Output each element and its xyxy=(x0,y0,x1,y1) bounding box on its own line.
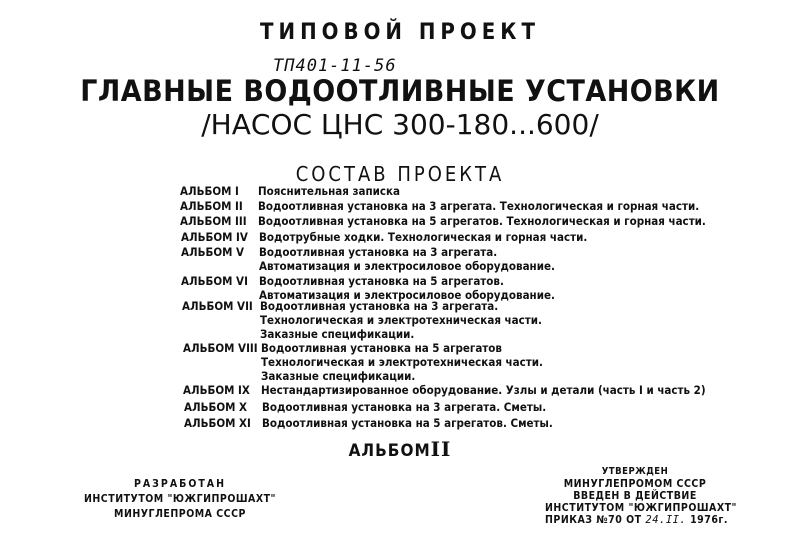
album-number-label: АЛЬБОМ II xyxy=(180,199,243,213)
album-number-label: АЛЬБОМ I xyxy=(180,184,239,198)
enacting-institute: ИНСТИТУТОМ "ЮЖГИПРОШАХТ" xyxy=(545,502,737,514)
album-description: Водоотливная установка на 5 агрегатов. Технологическая и горная части. xyxy=(258,214,706,228)
album-number-label: АЛЬБОМ III xyxy=(180,214,247,228)
album-number-label: АЛЬБОМ VIII xyxy=(183,341,258,355)
album-description: Автоматизация и электросиловое оборудование. xyxy=(259,259,555,273)
album-description: Технологическая и электротехническая части. xyxy=(260,313,542,327)
order-date-handwritten: 24.II. xyxy=(645,514,687,526)
album-description: Нестандартизированное оборудование. Узлы и детали (часть I и часть 2) xyxy=(261,383,706,397)
developer-institute: ИНСТИТУТОМ "ЮЖГИПРОШАХТ" xyxy=(84,493,276,505)
album-number-label: АЛЬБОМ VII xyxy=(182,299,253,313)
developer-ministry: МИНУГЛЕПРОМА СССР xyxy=(114,508,246,520)
project-code: ТП401-11-56 xyxy=(273,56,397,76)
order-line xyxy=(545,514,728,526)
album-number-label: АЛЬБОМ VI xyxy=(181,274,248,288)
project-title: ГЛАВНЫЕ ВОДООТЛИВНЫЕ УСТАНОВКИ xyxy=(80,74,720,108)
document-type-label: ТИПОВОЙ ПРОЕКТ xyxy=(260,20,540,45)
album-word: АЛЬБОМ xyxy=(348,441,431,461)
album-roman-number: II xyxy=(430,437,452,461)
contents-heading: СОСТАВ ПРОЕКТА xyxy=(295,162,505,186)
order-year: 1976г. xyxy=(690,514,728,526)
developer-block xyxy=(80,478,280,520)
order-from-label: ОТ xyxy=(626,514,642,526)
album-description: Водотрубные ходки. Технологическая и горная части. xyxy=(259,230,588,244)
album-description: Водоотливная установка на 5 агрегатов. Сметы. xyxy=(262,416,553,430)
album-description: Водоотливная установка на 3 агрегата. xyxy=(259,245,498,259)
current-album-label xyxy=(0,437,800,461)
project-subtitle: /НАСОС ЦНС 300-180...600/ xyxy=(201,108,599,141)
album-description: Водоотливная установка на 3 агрегата. Сметы. xyxy=(262,400,547,414)
approving-ministry: МИНУГЛЕПРОМОМ СССР xyxy=(563,478,707,490)
album-description: Автоматизация и электросиловое оборудование. xyxy=(259,288,555,302)
album-description: Пояснительная записка xyxy=(258,184,400,198)
album-description: Водоотливная установка на 5 агрегатов xyxy=(261,341,502,355)
enacted-label: ВВЕДЕН В ДЕЙСТВИЕ xyxy=(573,490,697,502)
album-number-label: АЛЬБОМ XI xyxy=(184,416,251,430)
album-description: Заказные спецификации. xyxy=(260,327,415,341)
album-description: Водоотливная установка на 3 агрегата. xyxy=(260,299,499,313)
album-number-label: АЛЬБОМ IX xyxy=(183,383,250,397)
album-description: Заказные спецификации. xyxy=(261,369,416,383)
album-description: Водоотливная установка на 3 агрегата. Технологическая и горная части. xyxy=(258,199,700,213)
album-number-label: АЛЬБОМ V xyxy=(181,245,245,259)
album-description: Технологическая и электротехническая части. xyxy=(261,355,543,369)
developed-by-label: РАЗРАБОТАН xyxy=(133,478,227,490)
album-number-label: АЛЬБОМ IV xyxy=(181,230,248,244)
order-prefix: ПРИКАЗ № xyxy=(545,514,609,526)
approval-block xyxy=(545,466,737,526)
order-number: 70 xyxy=(608,514,623,526)
approved-label: УТВЕРЖДЕН xyxy=(601,466,669,477)
album-number-label: АЛЬБОМ X xyxy=(184,400,248,414)
album-description: Водоотливная установка на 5 агрегатов. xyxy=(259,274,504,288)
